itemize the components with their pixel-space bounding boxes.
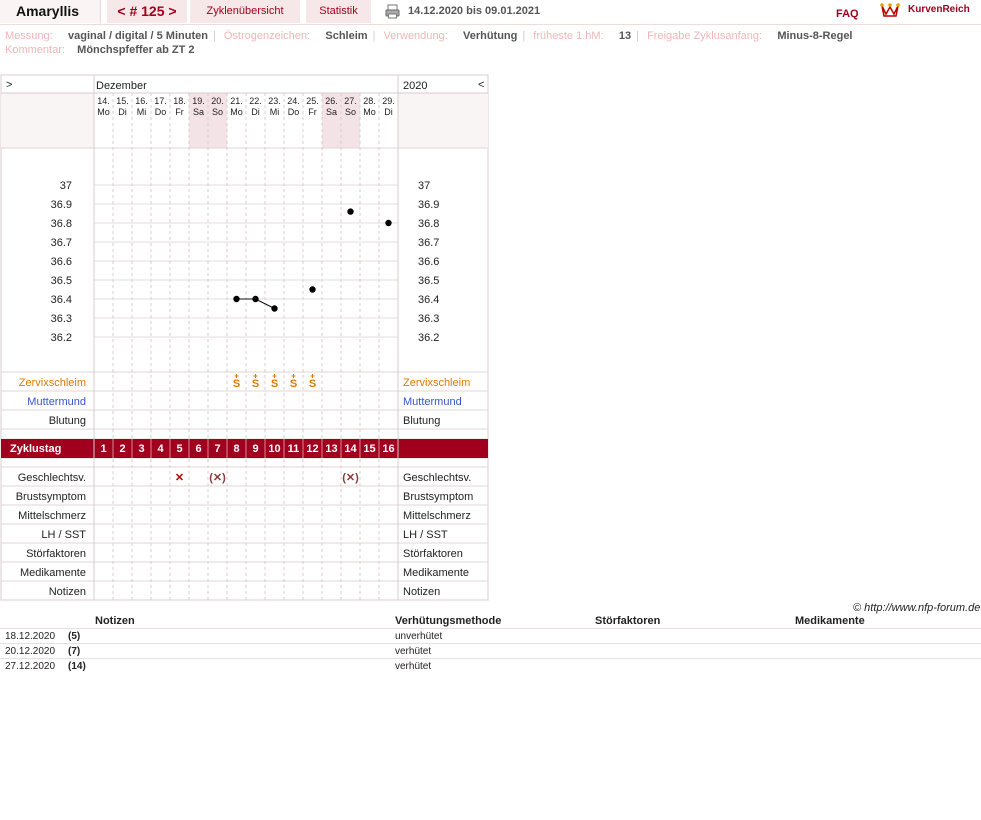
cycle-day-number: 12 <box>306 443 319 455</box>
cycle-day-number: 14 <box>344 443 357 455</box>
medication-header: Medikamente <box>795 615 865 627</box>
temperature-point <box>271 305 277 311</box>
comment-label: Kommentar: <box>5 44 65 56</box>
cycle-day-number: 11 <box>287 443 300 455</box>
row-label-left: Medikamente <box>19 567 86 579</box>
notes-divider <box>0 643 981 644</box>
y-tick-label-right: 36.6 <box>418 256 440 268</box>
day-weekday-label: Do <box>287 107 300 117</box>
row-label-left: LH / SST <box>41 529 86 541</box>
intercourse-mark: ✕ <box>174 472 185 484</box>
note-day: (5) <box>68 631 81 642</box>
month-label: Dezember <box>96 80 147 92</box>
day-date-label: 23. <box>268 96 281 106</box>
row-label-left: Brustsymptom <box>15 491 86 503</box>
faq-link[interactable]: FAQ <box>836 8 859 20</box>
cycle-day-number: 16 <box>382 443 395 455</box>
day-date-label: 25. <box>306 96 319 106</box>
cycle-day-number: 5 <box>176 443 183 455</box>
brand-name[interactable]: KurvenReich <box>908 4 970 15</box>
release-value: Minus-8-Regel <box>777 30 853 42</box>
cycle-day-number: 15 <box>363 443 376 455</box>
row-label-right: Geschlechtsv. <box>403 472 472 484</box>
day-weekday-label: Di <box>251 107 260 117</box>
mucus-symbol: S <box>289 378 298 390</box>
earliest-label: früheste 1.hM: <box>533 30 604 42</box>
y-tick-label-left: 36.2 <box>50 332 72 344</box>
row-label-left: Geschlechtsv. <box>17 472 86 484</box>
prev-cycle-arrow[interactable]: > <box>6 79 13 91</box>
row-label-right: Notizen <box>403 586 441 598</box>
y-tick-label-right: 37 <box>418 180 431 192</box>
earliest-value: 13 <box>618 30 632 42</box>
user-nickname: Amaryllis <box>0 0 101 23</box>
day-date-label: 16. <box>135 96 148 106</box>
note-day: (14) <box>68 661 86 672</box>
day-date-label: 20. <box>211 96 224 106</box>
day-weekday-label: Mi <box>136 107 147 117</box>
row-label-right: Blutung <box>403 415 441 427</box>
cycle-day-label: Zyklustag <box>10 443 62 455</box>
day-date-label: 15. <box>116 96 129 106</box>
y-tick-label-right: 36.5 <box>418 275 440 287</box>
day-weekday-label: Sa <box>192 107 205 117</box>
note-date: 18.12.2020 <box>5 631 56 642</box>
disturbances-header: Störfaktoren <box>595 615 661 627</box>
row-label-left: Zervixschleim <box>18 377 86 389</box>
cycle-day-number: 2 <box>119 443 126 455</box>
statistics-button[interactable]: Statistik <box>306 0 371 23</box>
estrogen-value: Schleim <box>325 30 368 42</box>
day-weekday-label: Di <box>384 107 393 117</box>
cycle-day-number: 1 <box>100 443 107 455</box>
day-weekday-label: Sa <box>325 107 338 117</box>
cycle-day-number: 9 <box>252 443 259 455</box>
day-date-label: 21. <box>230 96 243 106</box>
row-label-left: Mittelschmerz <box>18 510 86 522</box>
day-weekday-label: Do <box>154 107 167 117</box>
cycle-day-number: 8 <box>233 443 240 455</box>
temperature-point <box>347 208 353 214</box>
y-tick-label-right: 36.4 <box>418 294 440 306</box>
note-date: 27.12.2020 <box>5 661 56 672</box>
mucus-symbol: S <box>251 378 260 390</box>
y-tick-label-right: 36.3 <box>418 313 440 325</box>
cycle-day-number: 10 <box>268 443 281 455</box>
temperature-point <box>385 220 391 226</box>
day-date-label: 19. <box>192 96 205 106</box>
estrogen-label: Östrogenzeichen: <box>223 30 311 42</box>
day-weekday-label: Mo <box>363 107 376 117</box>
note-method: verhütet <box>395 646 432 657</box>
day-weekday-label: Mo <box>97 107 110 117</box>
day-date-label: 18. <box>173 96 186 106</box>
y-tick-label-right: 36.7 <box>418 237 440 249</box>
y-tick-label-left: 36.9 <box>50 199 72 211</box>
temperature-point <box>309 286 315 292</box>
day-weekday-label: Di <box>118 107 127 117</box>
cycle-day-number: 13 <box>325 443 338 455</box>
row-label-right: LH / SST <box>403 529 448 541</box>
meta-line-1: Messung: vaginal / digital / 5 Minuten | Östrogenzeichen: Schleim | Verwendung: Verhütung | früheste 1.hM: 13 | Freigabe Zyklusanfang: Minus-8-Regel <box>5 30 853 42</box>
note-day: (7) <box>68 646 81 657</box>
y-tick-label-left: 37 <box>59 180 72 192</box>
note-method: unverhütet <box>395 631 443 642</box>
method-header: Verhütungsmethode <box>395 615 502 627</box>
cycle-day-number: 7 <box>214 443 221 455</box>
cycle-day-number: 4 <box>157 443 164 455</box>
y-tick-label-left: 36.6 <box>50 256 72 268</box>
notes-header: Notizen <box>95 615 135 627</box>
cycle-day-number: 3 <box>138 443 145 455</box>
note-date: 20.12.2020 <box>5 646 56 657</box>
note-method: verhütet <box>395 661 432 672</box>
day-date-label: 28. <box>363 96 376 106</box>
mucus-symbol: S <box>232 378 241 390</box>
row-label-right: Störfaktoren <box>403 548 463 560</box>
y-tick-label-right: 36.8 <box>418 218 440 230</box>
temperature-point <box>252 296 258 302</box>
y-tick-label-right: 36.2 <box>418 332 440 344</box>
usage-value: Verhütung <box>462 30 518 42</box>
year-label: 2020 <box>403 80 428 92</box>
y-tick-label-left: 36.4 <box>50 294 72 306</box>
day-weekday-label: Mo <box>230 107 243 117</box>
day-date-label: 22. <box>249 96 262 106</box>
row-label-right: Mittelschmerz <box>403 510 471 522</box>
day-weekday-label: So <box>211 107 224 117</box>
day-date-label: 14. <box>97 96 110 106</box>
usage-label: Verwendung: <box>383 30 448 42</box>
y-tick-label-left: 36.8 <box>50 218 72 230</box>
day-date-label: 17. <box>154 96 167 106</box>
left-header-panel <box>1 93 94 148</box>
mucus-symbol: S <box>270 378 279 390</box>
row-label-left: Notizen <box>48 586 86 598</box>
right-header-panel <box>398 93 488 148</box>
cycle-day-number: 6 <box>195 443 202 455</box>
row-label-right: Brustsymptom <box>403 491 474 503</box>
y-tick-label-left: 36.7 <box>50 237 72 249</box>
temperature-point <box>233 296 239 302</box>
intercourse-mark: (✕) <box>342 472 359 484</box>
day-date-label: 29. <box>382 96 395 106</box>
comment-value: Mönchspfeffer ab ZT 2 <box>77 44 195 56</box>
copyright-notice: © http://www.nfp-forum.de <box>853 602 981 614</box>
y-tick-label-left: 36.5 <box>50 275 72 287</box>
row-label-left: Muttermund <box>27 396 86 408</box>
cycle-overview-button[interactable]: Zyklenübersicht <box>190 0 300 23</box>
cycle-day-band <box>1 439 488 458</box>
day-date-label: 27. <box>344 96 357 106</box>
measure-value: vaginal / digital / 5 Minuten <box>67 30 208 42</box>
notes-divider <box>0 658 981 659</box>
y-tick-label-left: 36.3 <box>50 313 72 325</box>
day-date-label: 26. <box>325 96 338 106</box>
notes-divider <box>0 628 981 629</box>
y-tick-label-right: 36.9 <box>418 199 440 211</box>
release-label: Freigabe Zyklusanfang: <box>647 30 763 42</box>
mucus-symbol: S <box>308 378 317 390</box>
measure-label: Messung: <box>5 30 53 42</box>
row-label-left: Blutung <box>48 415 86 427</box>
intercourse-mark: (✕) <box>209 472 226 484</box>
next-cycle-arrow[interactable]: < <box>478 79 485 91</box>
row-label-right: Zervixschleim <box>403 377 471 389</box>
row-label-right: Muttermund <box>403 396 462 408</box>
day-date-label: 24. <box>287 96 300 106</box>
row-label-left: Störfaktoren <box>26 548 86 560</box>
day-weekday-label: Mi <box>269 107 280 117</box>
day-weekday-label: Fr <box>308 107 317 117</box>
day-weekday-label: Fr <box>175 107 184 117</box>
day-weekday-label: So <box>344 107 357 117</box>
date-range: 14.12.2020 bis 09.01.2021 <box>408 5 541 17</box>
cycle-navigation-button[interactable]: < # 125 > <box>107 0 187 23</box>
row-label-right: Medikamente <box>403 567 470 579</box>
